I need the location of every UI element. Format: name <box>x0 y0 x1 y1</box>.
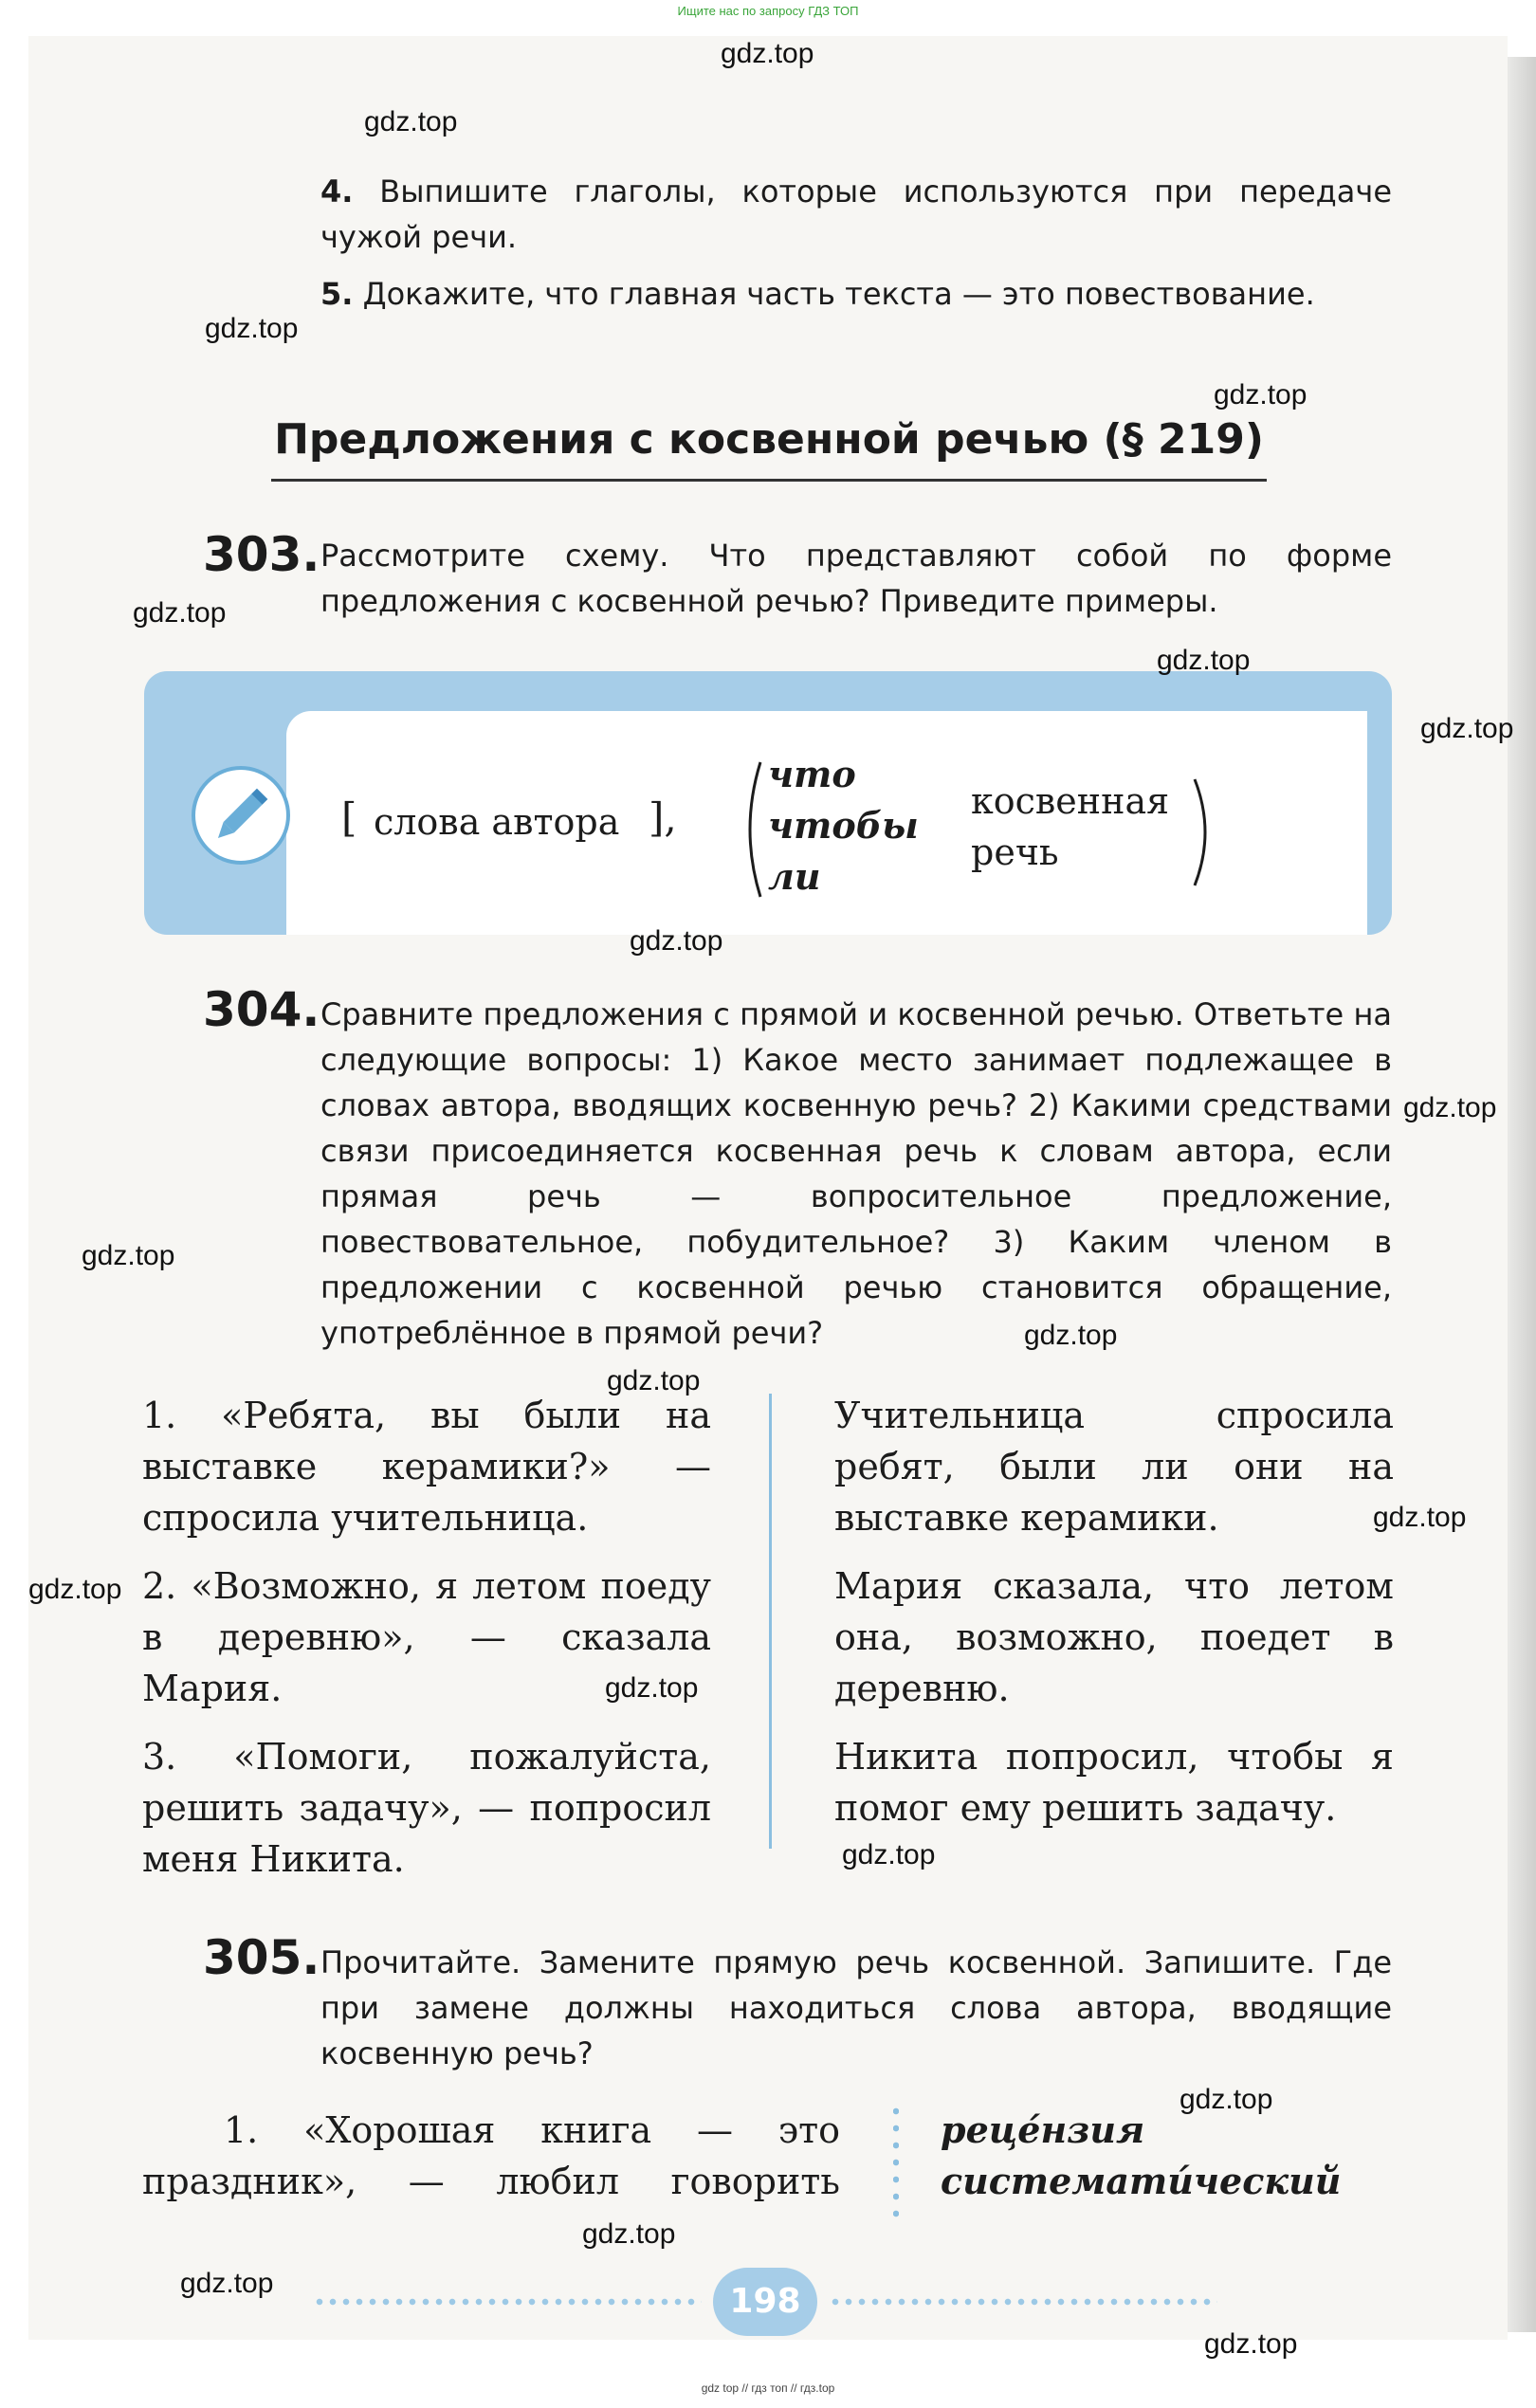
ex303-number: 303. <box>203 527 320 582</box>
task-4 <box>320 169 1392 260</box>
scheme-conj-chtoby: чтобы <box>768 804 919 847</box>
watermark: gdz.top <box>1024 1320 1118 1351</box>
section-title-underline <box>271 479 1267 482</box>
vocab-word-1: реце́нзия <box>941 2108 1145 2151</box>
ex305-text: Прочитайте. Замените прямую речь косвенной. Запишите. Где при замене должны находиться слова автора, вводящие косвенную речь? <box>320 1944 1392 2071</box>
scheme-authors-words: слова автора <box>374 801 620 843</box>
scheme-conj-li: ли <box>768 855 821 898</box>
watermark: gdz.top <box>133 597 227 629</box>
ex305-line2: праздник», — любил говорить <box>142 2161 840 2202</box>
watermark: gdz.top <box>605 1672 699 1704</box>
watermark: gdz.top <box>721 38 814 69</box>
watermark: gdz.top <box>82 1240 175 1271</box>
watermark: gdz.top <box>607 1365 701 1396</box>
scheme-paren-right <box>1191 775 1219 889</box>
ex304-right-3: Никита попросил, чтобы я помог ему решить задачу. <box>834 1736 1394 1829</box>
watermark: gdz.top <box>582 2218 676 2250</box>
task-4-text: Выпишите глаголы, которые используются при передаче чужой речи. <box>320 173 1393 255</box>
ex304-number: 304. <box>203 982 320 1037</box>
ex303-text: Рассмотрите схему. Что представляют собой по форме предложения с косвенной речью? Приведите примеры. <box>320 538 1392 619</box>
watermark: gdz.top <box>1214 379 1307 410</box>
scheme-indirect-1: косвенная <box>971 780 1170 822</box>
column-divider <box>769 1394 772 1849</box>
page-edge-shadow <box>1508 57 1536 2332</box>
watermark: gdz.top <box>28 1574 122 1605</box>
task-5-text: Докажите, что главная часть текста — это повествование. <box>362 276 1315 312</box>
ex304-left-2: 2. «Возможно, я летом поеду в деревню», — сказала Мария. <box>142 1565 711 1709</box>
ex304-right-1: Учительница спросила ребят, были ли они на выставке керамики. <box>834 1395 1394 1539</box>
watermark: gdz.top <box>1373 1502 1467 1533</box>
top-banner: Ищите нас по запросу ГДЗ ТОП <box>677 4 859 18</box>
ex305-line1: 1. «Хорошая книга — это <box>224 2109 840 2151</box>
vocab-word-2: системати́ческий <box>941 2160 1342 2202</box>
watermark: gdz.top <box>364 106 458 137</box>
ex304-left-3: 3. «Помоги, пожалуйста, решить задачу», — попросил меня Никита. <box>142 1736 711 1880</box>
scheme-conj-chto: что <box>768 753 856 795</box>
pencil-icon <box>192 766 290 865</box>
scheme-indirect-2: речь <box>971 831 1059 873</box>
footer-dots-left <box>313 2298 702 2306</box>
watermark: gdz.top <box>180 2268 274 2299</box>
bottom-watermark-line: gdz top // гдз топ // гдз.top <box>701 2381 835 2395</box>
vocab-divider-dots <box>893 2103 899 2222</box>
ex304-right-2: Мария сказала, что летом она, возможно, поедет в деревню. <box>834 1565 1394 1709</box>
section-title: Предложения с косвенной речью (§ 219) <box>274 415 1264 464</box>
page-number: 198 <box>713 2268 817 2336</box>
watermark: gdz.top <box>842 1839 936 1870</box>
scheme-paren-left <box>736 758 764 901</box>
watermark: gdz.top <box>1157 645 1251 676</box>
watermark: gdz.top <box>205 313 299 344</box>
watermark: gdz.top <box>1179 2084 1273 2115</box>
scheme-bracket-open: [ <box>341 794 357 841</box>
watermark: gdz.top <box>1204 2328 1298 2360</box>
ex305-number: 305. <box>203 1930 320 1985</box>
footer-dots-right <box>829 2298 1217 2306</box>
task-5 <box>320 271 1392 317</box>
task-5-number: 5. <box>320 276 354 312</box>
task-4-number: 4. <box>320 173 354 210</box>
ex304-text: Сравните предложения с прямой и косвенной речью. Ответьте на следующие вопросы: 1) Какое место занимает подлежащее в словах автора, вводящих косвенную речь? 2) Какими средствами связи присоединяется косвенная речь к словам автора, если прямая речь — вопросительное предложение, повествовательное, побудительное? 3) Каким членом в предложении с косвенной речью становится обращение, употреблённое в прямой речи? <box>320 996 1392 1351</box>
watermark: gdz.top <box>1420 713 1514 744</box>
scheme-bracket-close: ], <box>649 794 677 841</box>
watermark: gdz.top <box>1403 1092 1497 1123</box>
watermark: gdz.top <box>630 925 723 957</box>
ex304-left-1: 1. «Ребята, вы были на выставке керамики?» — спросила учительница. <box>142 1395 711 1539</box>
